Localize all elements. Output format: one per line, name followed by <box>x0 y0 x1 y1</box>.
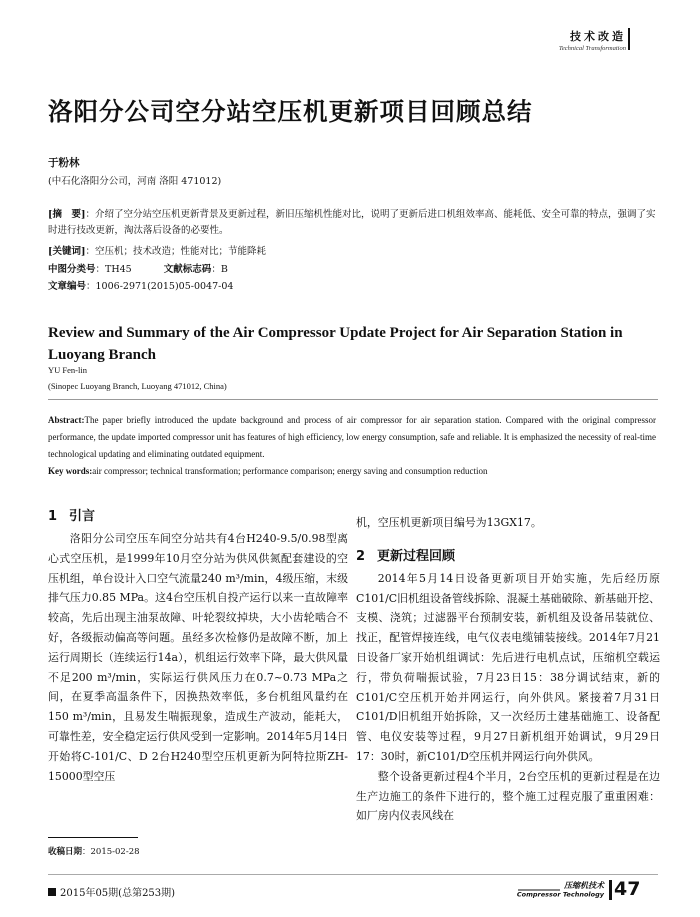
section-2-heading <box>356 545 660 569</box>
clc-label: 中图分类号 <box>48 264 96 275</box>
received-date <box>48 845 140 857</box>
doc-code-label: 文献标志码 <box>163 264 212 275</box>
issue-info <box>48 884 175 899</box>
left-column <box>48 505 348 786</box>
page-number-bar <box>609 880 612 900</box>
affiliation: (中石化洛阳分公司，河南 洛阳 471012) <box>48 176 222 187</box>
keywords-cn <box>48 244 656 260</box>
english-keywords-text: air compressor; technical transformation; performance comparison; energy saving and consumption reduction <box>92 466 488 476</box>
english-abstract <box>48 412 656 480</box>
abstract-label: [摘 要] <box>48 209 86 220</box>
abstract-cn <box>48 207 656 239</box>
article-number-line <box>48 279 656 295</box>
journal-logo <box>516 880 608 898</box>
article-no-value: ：1006-2971(2015)05-0047-04 <box>86 281 234 292</box>
english-title: Review and Summary of the Air Compressor Update Project for Air Separation Station in Luoyang Branch <box>48 325 623 363</box>
footer-rule <box>48 874 658 875</box>
keywords-label: [关键词] <box>48 246 86 257</box>
section-2-paragraph-1: 2014年5月14日设备更新项目开始实施，先后经历原C101/C旧机组设备管线拆除、混凝土基础破除、新基础开挖、支模、浇筑；过滤器平台预制安装，新机组及设备吊装就位、找正，配管焊接连线，电气仪表电缆铺装接线。2014年7月21日设备厂家开始机组调试：先后进行电机点试，压缩机空载运行，带负荷喘振试验，7月23日15：38分调试结束，新的C101/C空压机开始并网运行，向外供风。紧接着7月31日C101/D旧机组开始拆除，又一次经历土建基础施工、设备配管、电仪安装等过程，9月27日新机组开始调试，9月29日17：30时，新C101/D空压机并网运行向外供风。 <box>356 571 660 763</box>
received-value: ：2015-02-28 <box>82 847 140 857</box>
section-2-title: 更新过程回顾 <box>377 548 456 564</box>
english-author: YU Fen-lin <box>48 365 87 375</box>
section-1-number: 1 <box>48 509 58 524</box>
abstract-text: ：介绍了空分站空压机更新背景及更新过程，新旧压缩机性能对比，说明了更新后进口机组效率高、能耗低、安全可靠的特点，强调了实时进行技改更新，淘汰落后设备的必要性。 <box>48 209 656 236</box>
section-tag-en: Technical Transformation <box>558 45 626 52</box>
section-1-heading <box>48 505 348 529</box>
classification-line <box>48 262 656 278</box>
footnote-rule <box>48 837 138 838</box>
english-abstract-label: Abstract: <box>48 415 85 425</box>
page-number: 47 <box>614 878 641 900</box>
section-1-continuation: 机，空压机更新项目编号为13GX17。 <box>356 516 542 529</box>
journal-logo-cn: 压缩机技术 <box>564 881 604 890</box>
english-keywords-label: Key words: <box>48 466 93 476</box>
journal-logo-en: Compressor Technology <box>516 890 604 898</box>
section-1-paragraph: 洛阳分公司空压车间空分站共有4台H240-9.5/0.98型离心式空压机，是1999年10月空分站为供风供氮配套建设的空压机组，单台设计入口空气流量240 m³/min，4级压缩，末级排气压力0.85 MPa。这4台空压机自投产运行以来一直故障率较高，先后出现主油泵故障、叶轮裂纹掉块，大小齿轮啮合不好，各级振动偏高等问题。虽经多次检修仍是故障不断，加上运行周期长（连续运行14a），机组运行效率下降，最大供风量不足200 m³/min，实际运行供风压力在0.7~0.73 MPa之间，在夏季高温条件下，因换热效率低，多台机组风量约在150 m³/min，且易发生喘振现象，造成生产波动，能耗大，可靠性差，安全稳定运行供风受到一定影响。2014年5月14日开始将C-101/C、D 2台H240型空压机更新为阿特拉斯ZH-15000型空压 <box>48 532 348 783</box>
square-bullet-icon <box>48 888 56 896</box>
received-label: 收稿日期 <box>48 847 83 857</box>
author: 于粉林 <box>48 157 80 169</box>
divider <box>48 399 658 400</box>
clc-value: ：TH45 <box>95 264 132 275</box>
section-2-paragraph-2: 整个设备更新过程4个半月，2台空压机的更新过程是在边生产边施工的条件下进行的，整个施工过程克服了重重困难：如厂房内仪表风线在 <box>356 769 660 823</box>
keywords-text: ：空压机；技术改造；性能对比；节能降耗 <box>85 246 267 257</box>
section-2-number: 2 <box>356 548 366 564</box>
issue-text: 2015年05期(总第253期) <box>60 888 176 899</box>
header-rule <box>628 28 630 50</box>
paper-title: 洛阳分公司空分站空压机更新项目回顾总结 <box>48 97 533 126</box>
section-tag <box>559 28 626 52</box>
section-1-title: 引言 <box>69 509 96 524</box>
section-tag-cn: 技术改造 <box>570 30 626 43</box>
english-affiliation: (Sinopec Luoyang Branch, Luoyang 471012, China) <box>48 381 227 391</box>
english-abstract-text: The paper briefly introduced the update background and process of air compressor for air separation station. Compared with the original compressor performance, the update imported compressor unit has features of high efficiency, low energy consumption, safe and reliable. It is emphasized the necessity of real-time technological updating and eliminating outdated equipment. <box>48 415 656 459</box>
article-no-label: 文章编号 <box>48 281 87 292</box>
doc-code-value: ：B <box>211 264 228 275</box>
right-column <box>356 513 660 826</box>
